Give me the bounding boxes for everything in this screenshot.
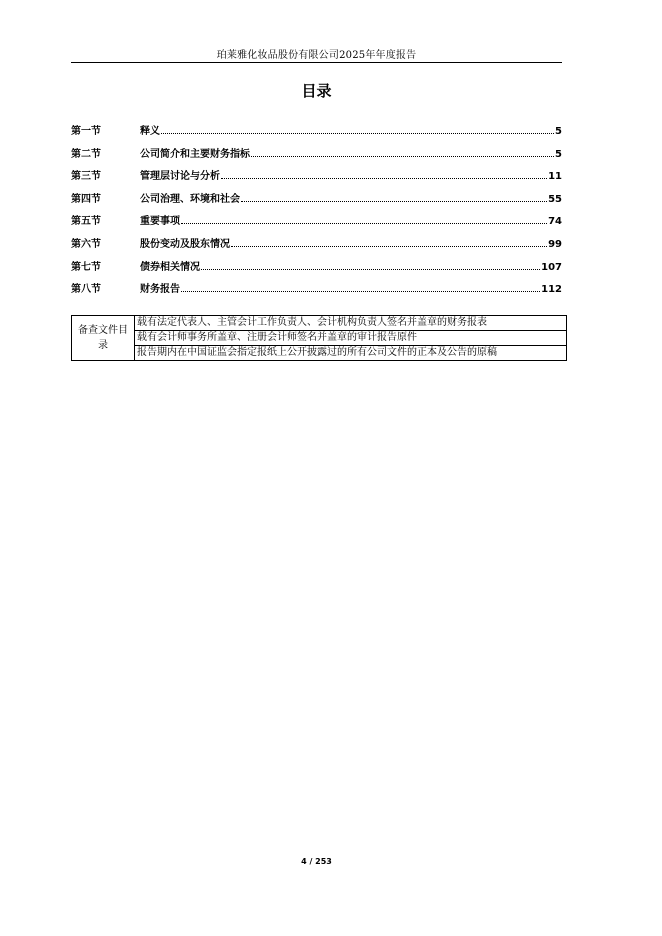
toc-dot-leader	[231, 245, 547, 247]
toc-section-number: 第三节	[71, 171, 101, 183]
toc-entry-7[interactable]	[71, 257, 562, 273]
reference-document-item: 报告期内在中国证监会指定报纸上公开披露过的所有公司文件的正本及公告的原稿	[135, 346, 567, 361]
toc-entry-4[interactable]	[71, 189, 562, 205]
page-title: 目录	[301, 82, 332, 100]
toc-section-number: 第六节	[71, 239, 101, 250]
header-rule	[71, 62, 562, 63]
reference-documents-label: 备查文件目录	[72, 316, 135, 361]
toc-section-title: 股份变动及股东情况	[140, 239, 230, 250]
running-header: 珀莱雅化妆品股份有限公司2025年年度报告	[216, 50, 417, 61]
toc-section-number: 第八节	[71, 284, 101, 296]
toc-entry-3[interactable]	[71, 166, 562, 182]
toc-dot-leader	[241, 200, 547, 202]
toc-page-number: 74	[548, 216, 562, 228]
toc-page-number: 107	[541, 261, 562, 273]
toc-dot-leader	[161, 132, 554, 134]
toc-section-number: 第七节	[71, 261, 101, 273]
reference-documents-table	[71, 315, 567, 361]
toc-section-number: 第一节	[71, 126, 101, 137]
toc-entry-8[interactable]	[71, 279, 562, 295]
toc-section-title: 释义	[140, 126, 160, 137]
toc-page-number: 5	[555, 126, 562, 137]
toc-section-title: 债券相关情况	[140, 261, 200, 273]
toc-entry-6[interactable]	[71, 234, 562, 250]
reference-document-item: 载有法定代表人、主管会计工作负责人、会计机构负责人签名并盖章的财务报表	[135, 316, 567, 331]
toc-section-number: 第二节	[71, 148, 101, 160]
toc-section-title: 财务报告	[140, 284, 180, 296]
toc-section-title: 重要事项	[140, 216, 180, 228]
toc-dot-leader	[251, 155, 554, 157]
toc-section-number: 第四节	[71, 193, 101, 205]
toc-page-number: 112	[541, 284, 562, 296]
toc-section-number: 第五节	[71, 216, 101, 228]
toc-entry-5[interactable]	[71, 211, 562, 227]
reference-document-item: 载有会计师事务所盖章、注册会计师签名并盖章的审计报告原件	[135, 331, 567, 346]
table-row	[72, 346, 567, 361]
toc-section-title: 公司治理、环境和社会	[140, 193, 240, 205]
toc-page-number: 5	[555, 148, 562, 160]
toc-page-number: 55	[548, 193, 562, 205]
table-row	[72, 316, 567, 331]
table-row	[72, 331, 567, 346]
toc-entry-1[interactable]	[71, 121, 562, 137]
toc-page-number: 99	[548, 239, 562, 250]
toc-section-title: 管理层讨论与分析	[140, 171, 220, 183]
toc-dot-leader	[221, 177, 547, 179]
toc-section-title: 公司简介和主要财务指标	[140, 148, 250, 160]
toc-dot-leader	[181, 222, 547, 224]
toc-page-number: 11	[548, 171, 562, 183]
toc-dot-leader	[181, 290, 540, 292]
toc-dot-leader	[201, 268, 540, 270]
page-number: 4 / 253	[301, 857, 332, 866]
toc-entry-2[interactable]	[71, 144, 562, 160]
